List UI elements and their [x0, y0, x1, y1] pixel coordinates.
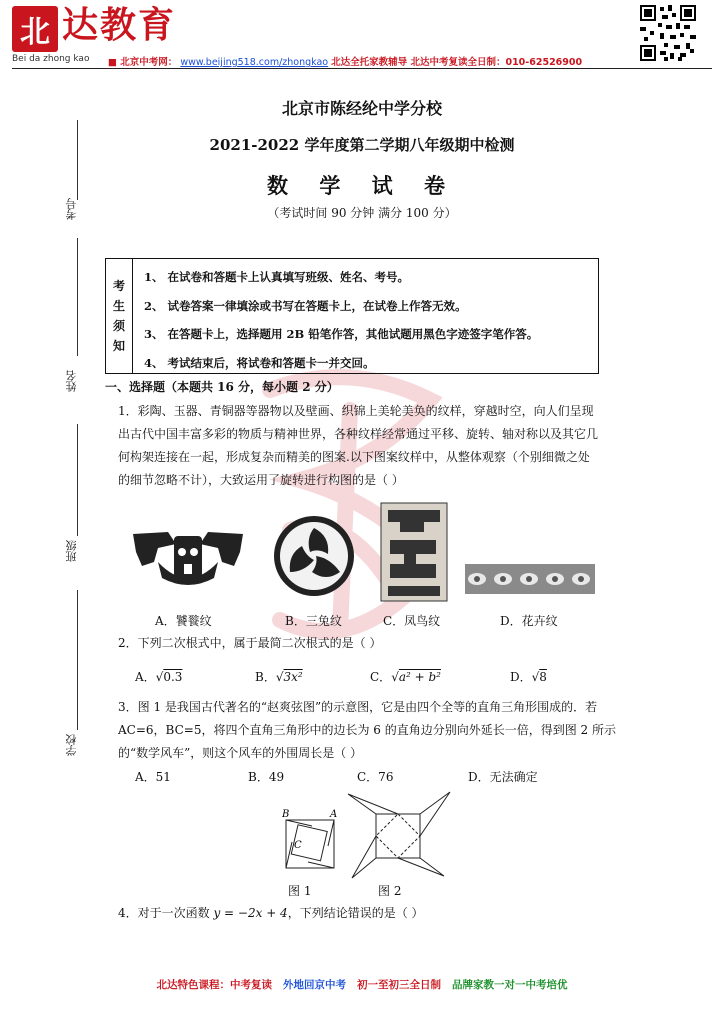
- notice-label-char: 知: [112, 339, 125, 353]
- notice-line: 3、 在答题卡上，选择题用 2B 铅笔作答，其他试题用黑色字迹签字笔作答。: [144, 327, 539, 341]
- q2-option-letter: B．: [255, 670, 276, 684]
- q2-radicand: 8: [539, 670, 547, 684]
- q2-option-d: [510, 668, 547, 685]
- q3-line: 的“数学风车”，则这个风车的外围周长是（ ）: [118, 746, 363, 760]
- notice-line: 4、 考试结束后，将试卷和答题卡一并交回。: [144, 355, 375, 370]
- notice-label-char: 生: [112, 299, 125, 313]
- xingming-line: [77, 238, 78, 356]
- notice-label-char: 考: [112, 279, 125, 293]
- q2-option-c: [370, 668, 441, 685]
- question-1-stem: [118, 400, 598, 492]
- question-4-stem: [118, 904, 424, 921]
- exam-info: （考试时间 90 分钟 满分 100 分）: [267, 206, 457, 220]
- zhaoshuang-figure-1: [280, 806, 338, 874]
- brand-logo-mark: 北: [12, 6, 58, 52]
- q3-option-c: C．76: [357, 770, 394, 784]
- fig1-label-a: A: [330, 809, 338, 820]
- figure-2-caption: 图 2: [378, 884, 402, 898]
- q2-radicand: 0.3: [163, 670, 183, 684]
- q3-line: 3．图 1 是我国古代著名的“赵爽弦图”的示意图，它是由四个全等的直角三角形围成的．若: [118, 700, 598, 714]
- footer-course: 北达特色课程：中考复读: [156, 979, 273, 991]
- q2-option-letter: A．: [135, 670, 156, 684]
- flower-pattern-icon: [465, 564, 595, 594]
- three-rabbits-pattern-icon: [272, 514, 356, 598]
- notice-line: 1、 在试卷和答题卡上认真填写班级、姓名、考号。: [144, 270, 410, 284]
- website-link[interactable]: www.beijing518.com/zhongkao: [180, 57, 329, 68]
- q1-option-b: B．三兔纹: [285, 614, 342, 628]
- q3-line: AC=6，BC=5，将四个直角三角形中的边长为 6 的直角边分别向外延长一倍，得到图 2 所示: [118, 723, 616, 737]
- q4-post: ，下列结论错误的是（ ）: [287, 906, 424, 920]
- q1-line: 出古代中国丰富多彩的物质与精神世界，各种纹样经常通过平移、旋转、轴对称以及其它几: [118, 427, 599, 441]
- side-label-kaohao: 考号: [65, 198, 78, 220]
- phoenix-bird-pattern-icon: [380, 502, 448, 602]
- header-info-line: [108, 54, 582, 68]
- qr-code-icon: [640, 5, 696, 61]
- zhongkao-label: ■ 北京中考网：: [108, 57, 178, 68]
- subject-title: 数 学 试 卷: [267, 174, 457, 198]
- question-3-stem: [118, 696, 616, 765]
- side-label-xuexiao: 学校: [65, 734, 78, 756]
- q2-option-b: [255, 668, 303, 685]
- q1-line: 的细节忽略不计），大致运用了旋转进行构图的是（ ）: [118, 473, 404, 487]
- q3-option-a: A．51: [135, 770, 171, 784]
- section-heading: 一、选择题（本题共 16 分，每小题 2 分）: [105, 380, 339, 394]
- brand-logo-text: 达教育: [62, 5, 177, 46]
- school-name: 北京市陈经纶中学分校: [281, 99, 442, 118]
- side-label-banji: 班级: [65, 540, 78, 562]
- q2-radicand: 3x²: [283, 670, 303, 684]
- q1-option-c: C．凤鸟纹: [383, 614, 441, 628]
- q1-line: 1．彩陶、玉器、青铜器等器物以及壁画、织锦上美轮美奂的纹样，穿越时空，向人们呈现: [118, 404, 594, 418]
- q4-pre: 4．对于一次函数: [118, 906, 214, 920]
- math-windmill-figure-2: [346, 790, 452, 880]
- sqrt-icon: √: [155, 670, 164, 684]
- q1-option-d: D．花卉纹: [500, 614, 558, 628]
- footer-return: 外地回京中考: [283, 979, 347, 991]
- sqrt-icon: √: [531, 670, 540, 684]
- banji-line: [77, 424, 78, 536]
- side-label-xingming: 姓名: [65, 370, 78, 392]
- taotie-pattern-icon: [128, 522, 248, 594]
- notice-box: [105, 258, 599, 374]
- figure-1-caption: 图 1: [288, 884, 312, 898]
- notice-lines: [144, 263, 538, 377]
- q3-option-d: D．无法确定: [468, 770, 538, 784]
- notice-label: [106, 259, 133, 373]
- exam-title: 2021-2022 学年度第二学期八年级期中检测: [209, 136, 515, 154]
- fig1-label-c: C: [294, 840, 302, 851]
- header-divider: [12, 68, 712, 69]
- xuexiao-line: [77, 590, 78, 730]
- q2-option-a: [135, 668, 182, 685]
- footer-ad: [0, 977, 724, 992]
- footer-tutor: 品牌家教一对一中考培优: [451, 979, 568, 991]
- notice-label-char: 须: [112, 319, 125, 333]
- q1-option-a: A．饕餮纹: [155, 614, 212, 628]
- header-slogan: 北达全托家教辅导 北达中考复读全日制：010-62526900: [331, 57, 583, 68]
- q1-line: 何构架连接在一起，形成复杂而精美的图案.以下图案纹样中，从整体观察（个别细微之处: [118, 450, 590, 464]
- q3-option-b: B．49: [248, 770, 285, 784]
- sqrt-icon: √: [391, 670, 399, 684]
- fig1-label-b: B: [282, 809, 290, 820]
- question-2-stem: 2．下列二次根式中，属于最简二次根式的是（ ）: [118, 636, 382, 650]
- footer-fulltime: 初一至初三全日制: [356, 979, 441, 991]
- brand-logo-subtitle: Bei da zhong kao: [12, 54, 90, 64]
- q2-option-letter: D．: [510, 670, 532, 684]
- notice-line: 2、 试卷答案一律填涂或书写在答题卡上，在试卷上作答无效。: [144, 298, 467, 313]
- q2-option-letter: C．: [370, 670, 392, 684]
- q2-radicand: a² + b²: [398, 670, 441, 684]
- sqrt-icon: √: [275, 670, 284, 684]
- q4-formula: y = −2x + 4: [213, 906, 288, 920]
